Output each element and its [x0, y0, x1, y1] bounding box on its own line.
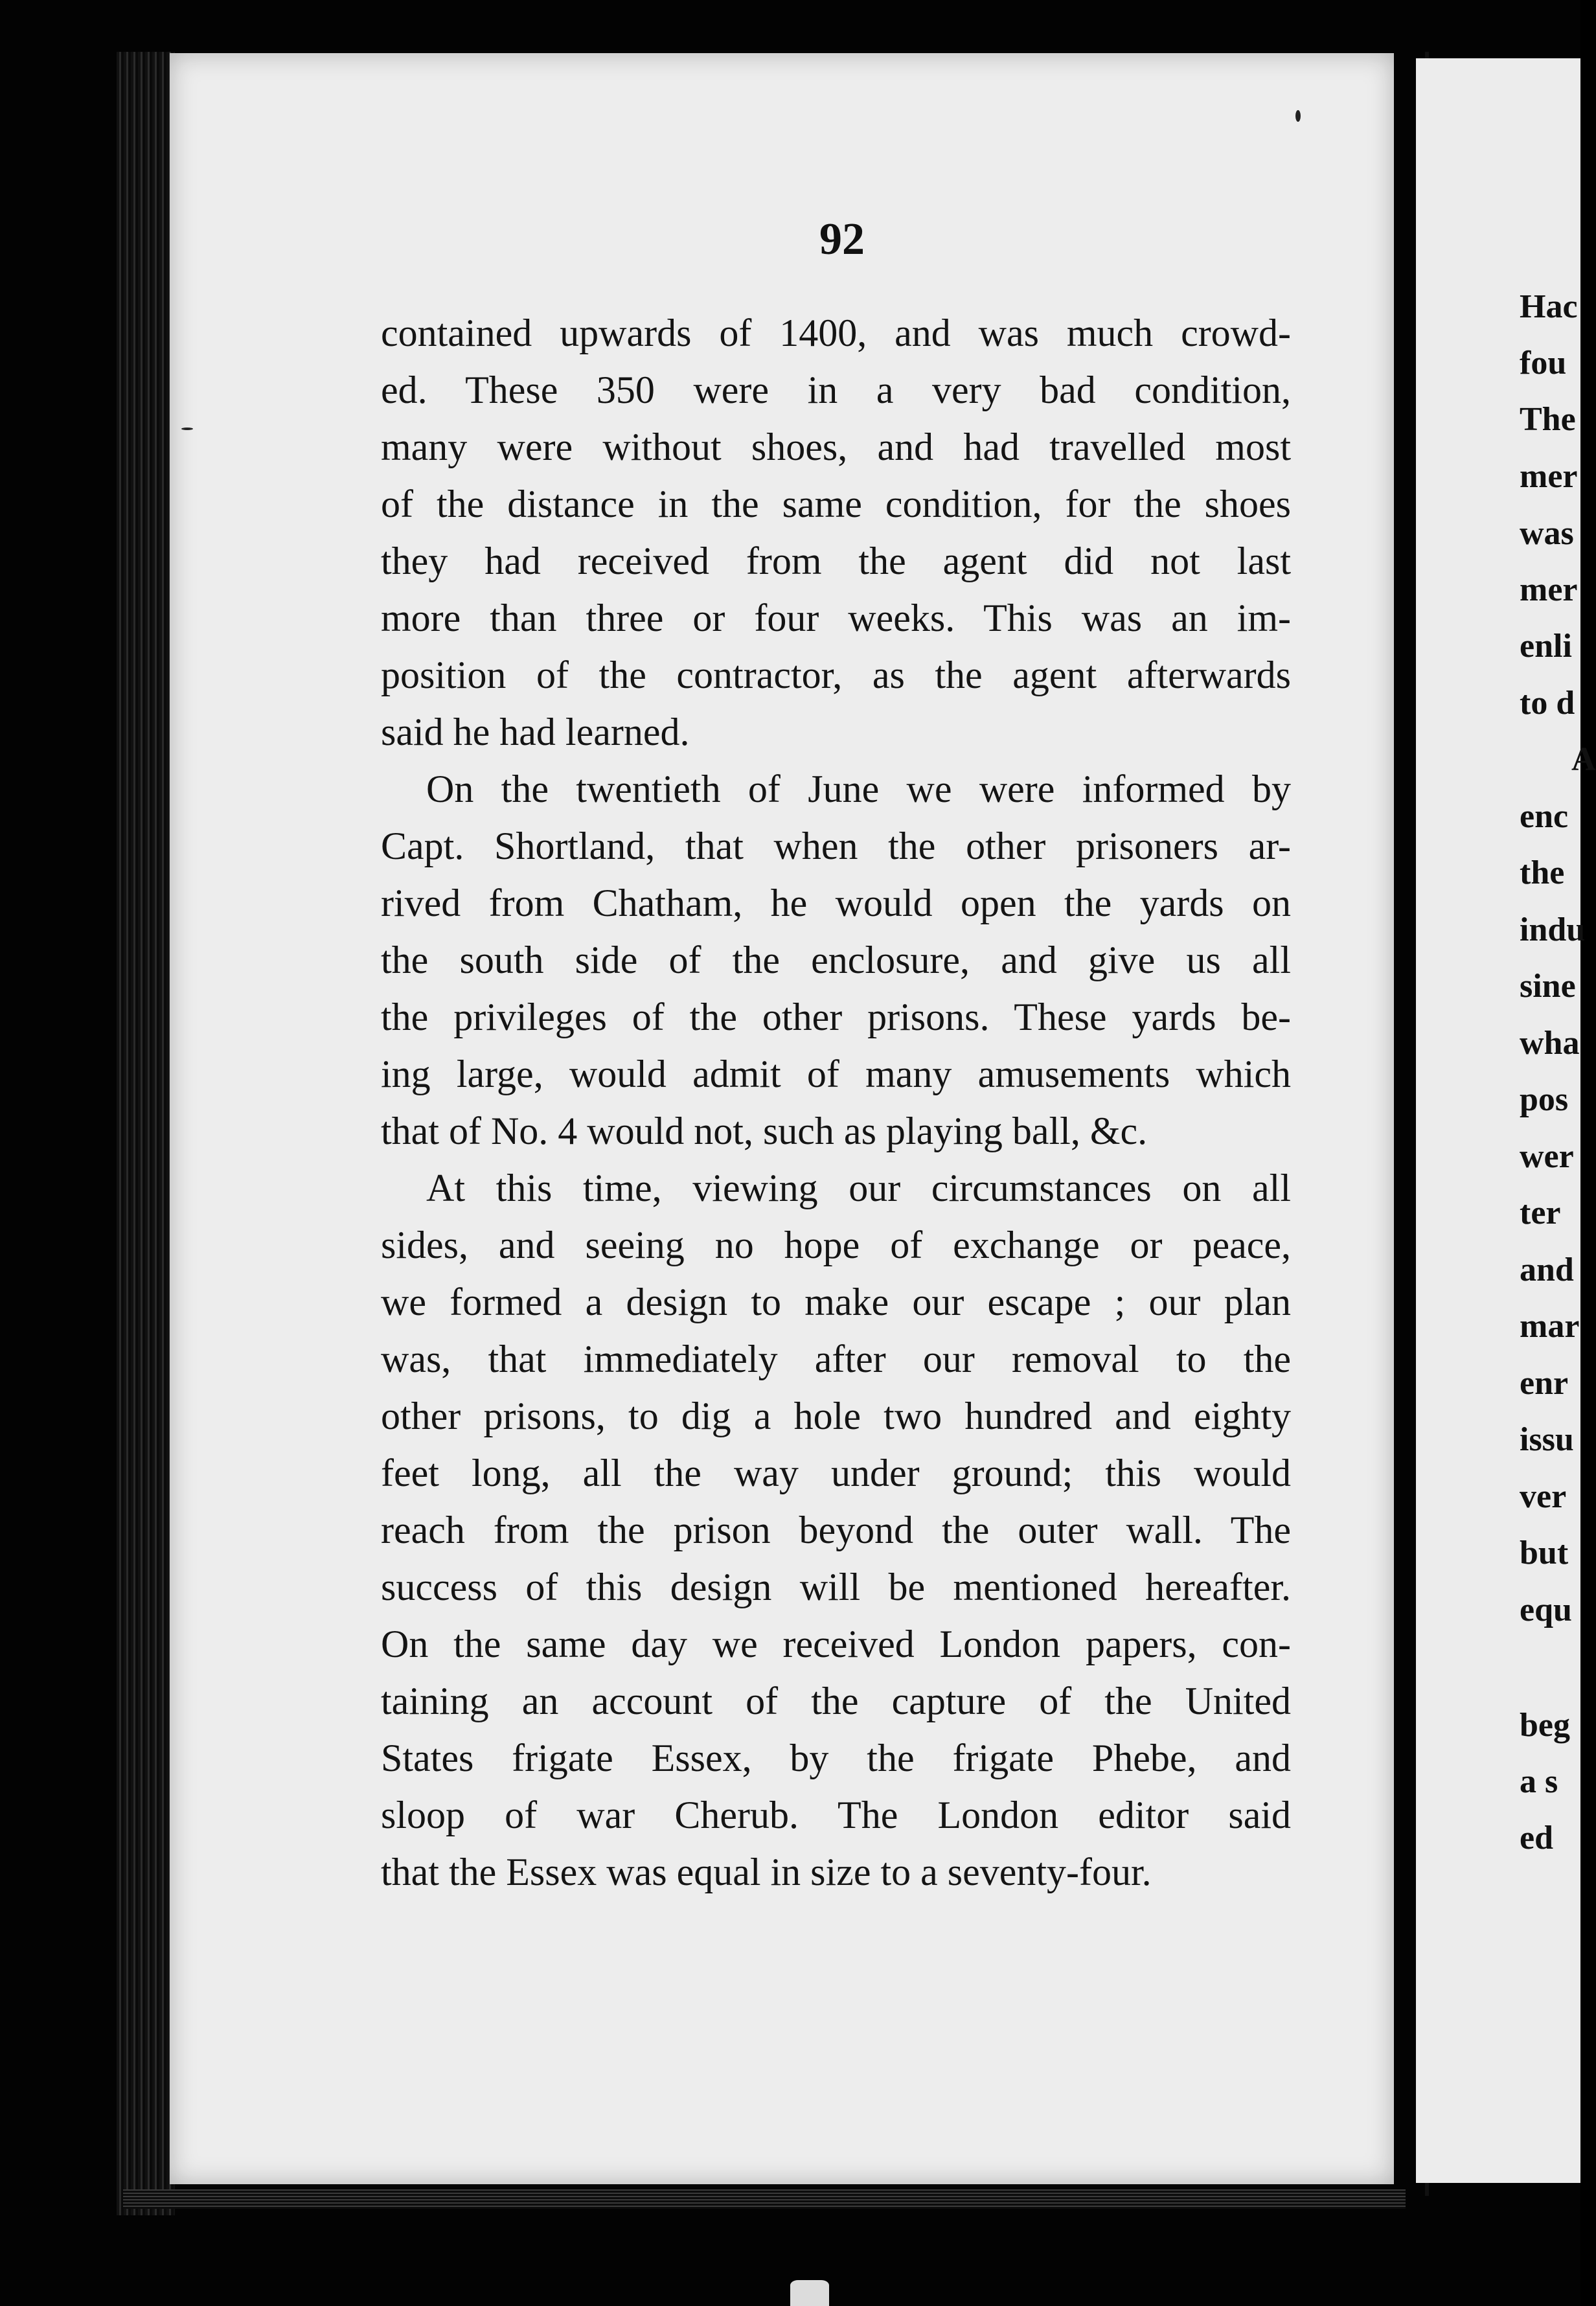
text-line: we formed a design to make our escape ; our plan: [381, 1281, 1291, 1323]
text-line: reach from the prison beyond the outer wall. The: [381, 1509, 1291, 1551]
facing-page-fragment: ter: [1520, 1194, 1561, 1231]
facing-page-fragment: and: [1520, 1251, 1574, 1288]
facing-page-fragment: ed: [1520, 1820, 1553, 1856]
text-line: was, that immediately after our removal to the: [381, 1338, 1291, 1380]
text-line: more than three or four weeks. This was an im-: [381, 597, 1291, 639]
text-line: many were without shoes, and had travelled most: [381, 426, 1291, 468]
facing-page-fragment: but: [1520, 1535, 1569, 1571]
facing-page-fragment: a s: [1520, 1763, 1558, 1800]
text-line: they had received from the agent did not last: [381, 540, 1291, 582]
page-text: [381, 304, 1291, 1901]
facing-page-fragment: Hac: [1520, 288, 1578, 325]
book-bottom-edge: [123, 2189, 1406, 2209]
facing-page-fragment: to d: [1520, 685, 1575, 722]
facing-page-fragment: The: [1520, 401, 1576, 438]
text-line: feet long, all the way under ground; this would: [381, 1452, 1291, 1494]
text-line: rived from Chatham, he would open the yards on: [381, 882, 1291, 924]
text-line: On the twentieth of June we were informed by: [426, 768, 1291, 810]
text-line: sloop of war Cherub. The London editor said: [381, 1794, 1291, 1836]
text-line: Capt. Shortland, that when the other prisoners ar-: [381, 825, 1291, 867]
text-line: At this time, viewing our circumstances on all: [426, 1167, 1291, 1209]
text-line: the south side of the enclosure, and give us all: [381, 939, 1291, 981]
scan-speck: [790, 2280, 829, 2306]
text-line: position of the contractor, as the agent afterwards: [381, 654, 1291, 696]
facing-page-fragment: enc: [1520, 798, 1569, 835]
page-number: 92: [819, 214, 865, 264]
facing-page-fragment: wha: [1520, 1025, 1580, 1062]
text-line: success of this design will be mentioned hereafter.: [381, 1566, 1291, 1608]
facing-page-fragment: sine: [1520, 968, 1576, 1005]
facing-page-fragment: mer: [1520, 571, 1578, 608]
facing-page-fragment: enli: [1520, 628, 1572, 665]
text-line: States frigate Essex, by the frigate Phebe, and: [381, 1737, 1291, 1779]
scan-speck: [181, 428, 193, 430]
text-line: that of No. 4 would not, such as playing ball, &c.: [381, 1110, 1148, 1152]
text-line: other prisons, to dig a hole two hundred and eighty: [381, 1395, 1291, 1437]
text-line: ing large, would admit of many amusements which: [381, 1053, 1291, 1095]
facing-page-fragment: mar: [1520, 1308, 1580, 1345]
facing-page-fragment: pos: [1520, 1081, 1569, 1118]
facing-page-fragment: equ: [1520, 1592, 1572, 1628]
facing-page: [1416, 58, 1596, 2183]
facing-page-fragment: enr: [1520, 1365, 1569, 1402]
facing-page-fragment: ver: [1520, 1478, 1567, 1515]
facing-page-fragment: fou: [1520, 345, 1567, 382]
text-line: sides, and seeing no hope of exchange or peace,: [381, 1224, 1291, 1266]
facing-page-fragment: beg: [1520, 1707, 1570, 1744]
facing-page-fragment: mer: [1520, 458, 1578, 495]
facing-page-fragment: issu: [1520, 1421, 1574, 1458]
facing-page-fragment: indu: [1520, 911, 1586, 948]
scan-speck: [1295, 110, 1301, 122]
text-line: said he had learned.: [381, 711, 690, 753]
book-spine-edge: [117, 52, 175, 2215]
text-line: that the Essex was equal in size to a seventy-four.: [381, 1851, 1152, 1893]
text-line: taining an account of the capture of the United: [381, 1680, 1291, 1722]
text-line: ed. These 350 were in a very bad condition,: [381, 369, 1291, 411]
text-line: the privileges of the other prisons. These yards be-: [381, 996, 1291, 1038]
facing-page-fragment: the: [1520, 854, 1565, 891]
text-line: On the same day we received London papers, con-: [381, 1623, 1291, 1665]
text-line: of the distance in the same condition, for the shoes: [381, 483, 1291, 525]
facing-page-fragment: was: [1520, 515, 1574, 552]
facing-page-fragment: wer: [1520, 1138, 1574, 1175]
text-line: contained upwards of 1400, and was much crowd-: [381, 312, 1291, 354]
facing-page-fragment: A: [1571, 741, 1596, 778]
